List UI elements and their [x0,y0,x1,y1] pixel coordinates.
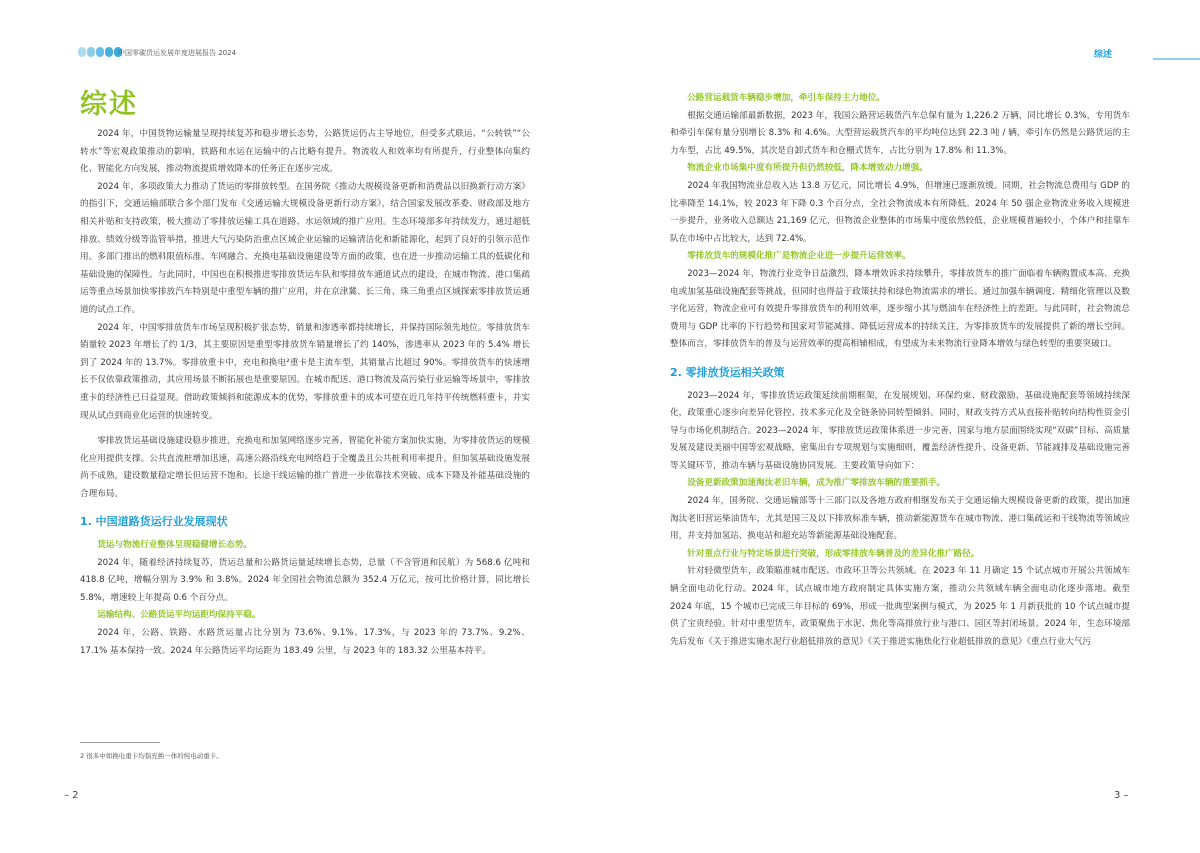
paragraph: 2024 年，多项政策大力推动了货运的零排放转型。在国务院《推动大规模设备更新和消费品以旧换新行动方案》的指引下，交通运输部联合多个部门发布《交通运输大规模设备更新行动方案》，结合国家发展改革委、财政部及地方相关补贴和支持政策，极大推动了零排放运输工具在道路、水运领域的推广应用。生态环境部多年持续发力，通过超低排放、绩效分级等监管举措，推进大气污染防治重点区域企业运输的运输清洁化和新能源化，起到了良好的引领示范作用。多部门推出的燃料限值标准、车网融合、充换电基础设施建设等方面的政策，也在进一步推动运输工具的低碳化和基础设施的保障性。与此同时，中国也在积极推进零排放货运车队和零排放车通道试点的建设，在城市物流、港口集疏运等重点场景加快零排放汽车特别是中重型车辆的推广应用，并在京津冀、长三角、珠三角重点区域探索零排放货运通道的试点工作。 [80,181,530,315]
footnote-divider [80,742,160,743]
report-logo-icon [78,47,122,57]
paragraph: 2024 年我国物流业总收入达 13.8 万亿元，同比增长 4.9%，但增速已逐渐放缓。同期，社会物流总费用与 GDP 的比率降至 14.1%，较 2023 年下降 0.3 个百分点，全社会物流成本有所降低。2024 年 50 强企业物流业务收入规模进一步提升，业务收入总额达 21,169 亿元，但物流企业整体的市场集中度依然较低，企业规模普遍较小，个体户和挂靠车队在市场中占比较大，达到 72.4%。 [670,180,1130,244]
paragraph: 2024 年，随着经济持续复苏，货运总量和公路货运量延续增长态势，总量（不含管道和民航）为 568.6 亿吨和 418.8 亿吨，增幅分别为 3.9% 和 3.8%。2024 年全国社会物流总额为 352.4 万亿元，按可比价格计算，同比增长 5.8%，增速较上年提高 0.6 个百分点。 [80,557,530,603]
section-tab: 综述 [1093,50,1112,60]
footnote: 2 很多中如换电重卡均指充换一体的纯电动重卡。 [80,752,223,760]
header-accent-bar [1153,58,1200,60]
paragraph: 2023—2024 年，物流行业竞争日益激烈，降本增效诉求持续攀升，零排放货车的推广面临着车辆购置成本高、充换电或加氢基础设施配套等挑战，但同时也得益于政策扶持和绿色物流需求的增长。通过加强车辆调度、精细化管理以及数字化运营，物流企业可有效提升零排放货车的利用效率，逐步缩小其与燃油车在经济性上的差距。与此同时，社会物流总费用与 GDP 比率的下行趋势和国家对节能减排、降低运营成本的持续关注，为零排放货车的发展提供了新的增长空间。整体而言，零排放货车的普及与运营效率的提高相辅相成，有望成为未来物流行业降本增效与绿色转型的重要突破口。 [670,268,1130,350]
subheading: 运输结构、公路货运平均运距均保持平稳。 [97,610,261,621]
paragraph: 2024 年，国务院、交通运输部等十三部门以及各地方政府相继发布关于交通运输大规模设备更新的政策，提出加速淘汰老旧营运柴油货车，尤其是国三及以下排放标准车辆，推动新能源货车在城市物流、港口集疏运和干线物流等领域应用，并支持加氢站、换电站和超充站等新能源基础设施配套。 [670,496,1130,542]
right-page [600,0,1200,853]
paragraph: 根据交通运输部最新数据，2023 年，我国公路营运载货汽车总保有量为 1,226.2 万辆，同比增长 0.3%，专用货车和牵引车保有量分别增长 8.3% 和 4.6%。大型营运载货汽车的平均吨位达到 22.3 吨 / 辆，牵引车仍然是公路货运的主力车型，占比 49.5%，其次是自卸式货车和仓栅式货车，占比分别为 17.8% 和 11.3%。 [670,110,1130,156]
paragraph: 2024 年，中国货物运输量呈现持续复苏和稳步增长态势，公路货运仍占主导地位，但受多式联运、“公转铁”“公转水”等宏观政策推动的影响，铁路和水运在运输中的占比略有提升。物流收入和效率均有所提升，行业整体向集约化、智能化方向发展，推动物流提质增效降本的任务正在逐步完成。 [80,129,530,175]
paragraph: 针对轻微型货车，政策瞄准城市配送、市政环卫等公共领域。在 2023 年 11 月确定 15 个试点城市开展公共领域车辆全面电动化行动。2024 年，试点城市地方政府制定具体实施方案，推动公共领域车辆全面电动化逐步落地。截至 2024 年底，15 个城市已完成三年目标的 69%，形成一批典型案例与模式，为 2025 年 1 月新获批的 10 个试点城市提供了宝贵经验。针对中重型货车，政策聚焦于水泥、焦化等高排放行业与港口、园区等封闭场景。2024 年，生态环境部先后发布《关于推进实施水泥行业超低排放的意见》《关于推进实施焦化行业超低排放的意见》《重点行业大气污 [670,566,1130,647]
subheading: 货运与物流行业整体呈现稳健增长态势。 [97,540,252,551]
page-number: – 2 [64,790,79,801]
paragraph: 2024 年，公路、铁路、水路货运量占比分别为 73.6%、9.1%、17.3%，与 2023 年的 73.7%、9.2%、17.1% 基本保持一致。2024 年公路货运平均运距为 183.49 公里，与 2023 年的 183.32 公里基本持平。 [80,628,530,656]
subheading: 公路营运载货车辆稳步增加，牵引车保持主力地位。 [687,93,885,103]
running-header: 中国零碳货运发展年度进展报告 2024 [118,49,237,57]
section-heading: 2. 零排放货运相关政策 [670,365,785,379]
subheading: 设备更新政策加速淘汰老旧车辆，成为推广零排放车辆的重要抓手。 [687,478,946,489]
page-number: 3 – [1114,790,1129,801]
subheading: 零排放货车的规模化推广是物流企业进一步提升运营效率。 [687,251,911,262]
subheading: 物流企业市场集中度有所提升但仍然较低，降本增效动力增强。 [687,163,928,174]
paragraph: 2024 年，中国零排放货车市场呈现积极扩张态势，销量和渗透率都持续增长，并保持国际领先地位。零排放货车销量较 2023 年增长了约 1/3，其主要原因是重型零排放货车销量增长了约 140%，渗透率从 2023 年的 5.4% 增长到了 2024 年的 13.7%。零排放重卡中，充电和换电²重卡是主流车型，其销量占比超过 90%。零排放货车的快速增长不仅依靠政策推动，其应用场景不断拓展也是重要原因。在城市配送、港口物流及高污染行业运输等场景中，零排放重卡的经济性已日益显现。借助政策倾斜和能源成本的优势，零排放重卡的成本可望在近几年持平传统燃料重卡，并实现从试点到商业化运营的快速转变。 [80,322,530,421]
page-title: 综述 [80,89,138,120]
paragraph: 2023—2024 年，零排放货运政策延续前期框架，在发展规划、环保约束、财政激励、基础设施配套等领域持续深化，政策重心逐步向差异化管控、技术多元化及全链条协同转型倾斜。同时，财政支持方式从直接补贴转向结构性资金引导与市场化机制结合。2023—2024 年，零排放货运政策体系进一步完善，国家与地方层面围绕实现“双碳”目标、高质量发展及建设美丽中国等宏观战略，密集出台专项规划与实施细则，覆盖经济性提升、设备更新、节能减排及基础设施完善等关键环节，推动车辆与基础设施协同发展。主要政策导向如下： [670,390,1130,471]
paragraph: 零排放货运基础设施建设稳步推进，充换电和加氢网络逐步完善，智能化补能方案加快实施，为零排放货运的规模化应用提供支撑。公共直流桩增加迅速，高速公路沿线充电网络趋于全覆盖且公共桩利用率提升。但加氢基础设施发展尚不成熟，建设数量稳定增长但运营不饱和。长途干线运输的推广普进一步依靠技术突破、成本下降及补能基础设施的合理布局。 [80,436,530,499]
section-heading: 1. 中国道路货运行业发展现状 [80,515,228,529]
subheading: 针对重点行业与特定场景进行突破，形成零排放车辆普及的差异化推广路径。 [687,548,980,559]
right-column [670,90,1130,651]
left-column [80,126,530,660]
